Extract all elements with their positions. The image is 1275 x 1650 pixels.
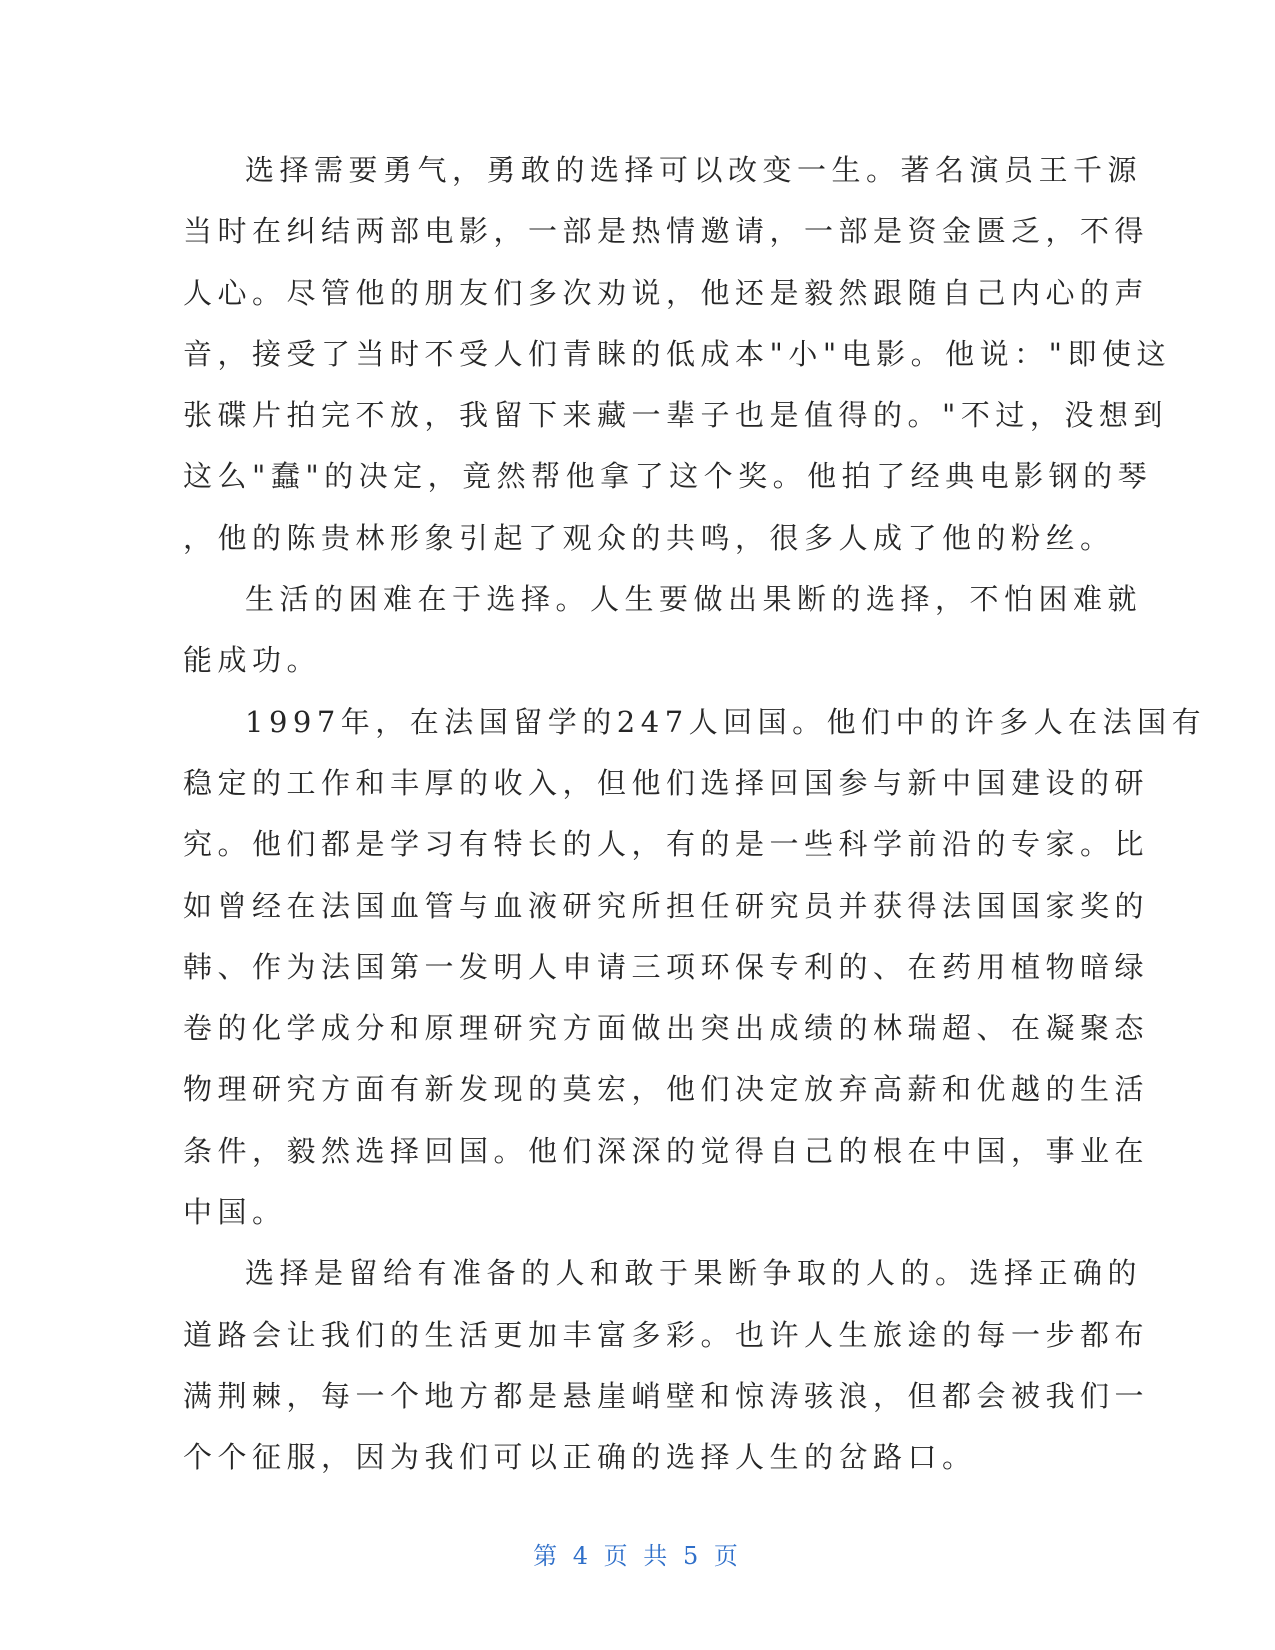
paragraph-1 [183,140,1172,569]
page-number-footer: 第 4 页 共 5 页 [533,1542,742,1570]
text-line: 道路会让我们的生活更加丰富多彩。也许人生旅途的每一步都布 [183,1317,1150,1352]
text-line: 这么"蠢"的决定，竟然帮他拿了这个奖。他拍了经典电影钢的琴 [183,459,1153,494]
text-line: 中国。 [183,1195,287,1230]
text-line: 物理研究方面有新发现的莫宏，他们决定放弃高薪和优越的生活 [183,1072,1150,1107]
paragraph-3 [183,692,1207,1244]
paragraph-2 [183,569,1143,692]
text-line: 人心。尽管他的朋友们多次劝说，他还是毅然跟随自己内心的声 [183,275,1150,310]
text-line: ，他的陈贵林形象引起了观众的共鸣，很多人成了他的粉丝。 [183,520,1115,555]
document-body [183,140,1207,1489]
text-line: 条件，毅然选择回国。他们深深的觉得自己的根在中国，事业在 [183,1133,1150,1168]
paragraph-4 [183,1243,1150,1488]
text-line: 选择是留给有准备的人和敢于果断争取的人的。选择正确的 [245,1256,1143,1291]
text-line: 选择需要勇气，勇敢的选择可以改变一生。著名演员王千源 [245,153,1143,187]
text-line: 音，接受了当时不受人们青睐的低成本"小"电影。他说："即使这 [183,336,1172,371]
text-line: 能成功。 [183,643,322,678]
text-line: 生活的困难在于选择。人生要做出果断的选择，不怕困难就 [245,582,1143,617]
text-line: 如曾经在法国血管与血液研究所担任研究员并获得法国国家奖的 [183,888,1150,923]
text-line: 韩、作为法国第一发明人申请三项环保专利的、在药用植物暗绿 [183,949,1150,984]
text-line: 张碟片拍完不放，我留下来藏一辈子也是值得的。"不过，没想到 [183,398,1168,433]
text-line: 稳定的工作和丰厚的收入，但他们选择回国参与新中国建设的研 [183,765,1150,800]
text-line: 满荆棘，每一个地方都是悬崖峭壁和惊涛骇浪，但都会被我们一 [183,1378,1150,1413]
text-line: 究。他们都是学习有特长的人，有的是一些科学前沿的专家。比 [183,827,1150,862]
text-line: 1997年，在法国留学的247人回国。他们中的许多人在法国有 [245,704,1207,739]
text-line: 当时在纠结两部电影，一部是热情邀请，一部是资金匮乏，不得 [183,214,1150,249]
text-line: 个个征服，因为我们可以正确的选择人生的岔路口。 [183,1440,977,1475]
text-line: 卷的化学成分和原理研究方面做出突出成绩的林瑞超、在凝聚态 [183,1011,1150,1046]
